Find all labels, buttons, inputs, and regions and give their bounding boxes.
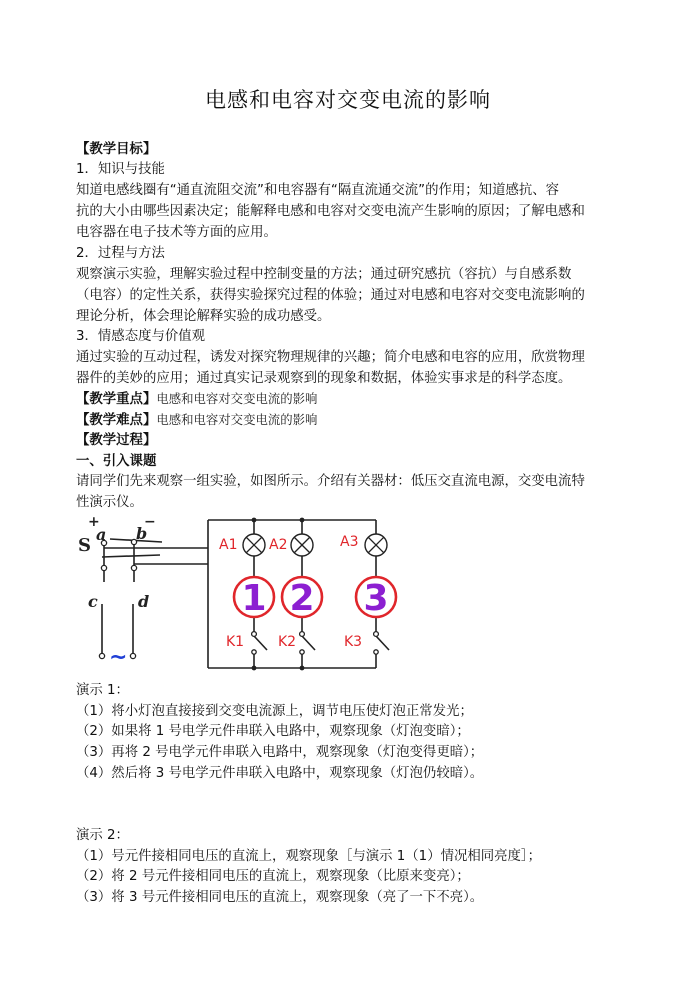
demo1-item: （1）将小灯泡直接接到交变电流源上，调节电压使灯泡正常发光；: [76, 704, 473, 719]
process-heading: 【教学过程】: [76, 433, 157, 448]
paragraph-line: 通过实验的互动过程，诱发对探究物理规律的兴趣；简介电感和电容的应用，欣赏物理: [76, 350, 585, 365]
focus-row: [76, 389, 317, 410]
lamp-a2-label: A2: [269, 537, 288, 553]
demo2-item: （2）将 2 号元件接相同电压的直流上，观察现象（比原来变亮）；: [76, 869, 470, 884]
minus-sign: −: [144, 514, 156, 530]
terminal-d-label: d: [138, 592, 150, 611]
circuit-diagram: [76, 512, 616, 674]
intro-heading: 一、引入课题: [76, 454, 157, 469]
demo2-item: （1）号元件接相同电压的直流上，观察现象［与演示 1（1）情况相同亮度］；: [76, 849, 542, 864]
paragraph-line: 知道电感线圈有“通直流阻交流”和电容器有“隔直流通交流”的作用；知道感抗、容: [76, 183, 560, 198]
switch-k3-label: K3: [344, 634, 363, 650]
element-3-label: 3: [363, 578, 389, 619]
section-heading-methods: 2．过程与方法: [76, 246, 165, 261]
paragraph-line: （电容）的定性关系，获得实验探究过程的体验；通过对电感和电容对交变电流影响的: [76, 288, 585, 303]
lamp-a1-label: A1: [219, 537, 238, 553]
section-heading-attitude: 3．情感态度与价值观: [76, 329, 206, 344]
demo1-heading: 演示 1：: [76, 683, 129, 698]
demo1-item: （3）再将 2 号电学元件串联入电路中，观察现象（灯泡变得更暗）；: [76, 745, 484, 760]
paragraph-line: 器件的美妙的应用；通过真实记录观察到的现象和数据，体验实事求是的科学态度。: [76, 371, 572, 386]
page-title: 电感和电容对交变电流的影响: [205, 88, 491, 112]
switch-k2-label: K2: [278, 634, 297, 650]
terminal-b-label: b: [136, 524, 148, 543]
difficulty-label: 【教学难点】: [76, 413, 157, 428]
difficulty-row: [76, 410, 317, 431]
terminal-c-label: c: [88, 592, 98, 611]
objectives-heading: 【教学目标】: [76, 142, 157, 157]
ac-source-icon: ~: [109, 645, 128, 670]
section-heading-knowledge: 1．知识与技能: [76, 162, 165, 177]
paragraph-line: 性演示仪。: [76, 495, 143, 510]
switch-s-label: S: [78, 535, 91, 556]
lamp-a3-label: A3: [340, 534, 359, 550]
demo1-item: （4）然后将 3 号电学元件串联入电路中，观察现象（灯泡仍较暗）。: [76, 766, 484, 781]
difficulty-text: 电感和电容对交变电流的影响: [156, 412, 318, 427]
paragraph-line: 理论分析，体会理论解释实验的成功感受。: [76, 309, 331, 324]
focus-label: 【教学重点】: [76, 392, 157, 407]
demo2-item: （3）将 3 号元件接相同电压的直流上，观察现象（亮了一下不亮）。: [76, 890, 484, 905]
element-2-label: 2: [289, 578, 315, 619]
plus-sign: +: [88, 514, 100, 530]
paragraph-line: 请同学们先来观察一组实验，如图所示。介绍有关器材：低压交直流电源，交变电流特: [76, 474, 585, 489]
terminal-a-label: a: [96, 525, 107, 544]
focus-text: 电感和电容对交变电流的影响: [156, 391, 318, 406]
switch-k1-label: K1: [226, 634, 245, 650]
demo2-heading: 演示 2：: [76, 828, 129, 843]
paragraph-line: 观察演示实验，理解实验过程中控制变量的方法；通过研究感抗（容抗）与自感系数: [76, 267, 572, 282]
demo1-item: （2）如果将 1 号电学元件串联入电路中，观察现象（灯泡变暗）；: [76, 724, 470, 739]
paragraph-line: 电容器在电子技术等方面的应用。: [76, 225, 277, 240]
element-1-label: 1: [241, 578, 267, 619]
paragraph-line: 抗的大小由哪些因素决定；能解释电感和电容对交变电流产生影响的原因；了解电感和: [76, 204, 585, 219]
